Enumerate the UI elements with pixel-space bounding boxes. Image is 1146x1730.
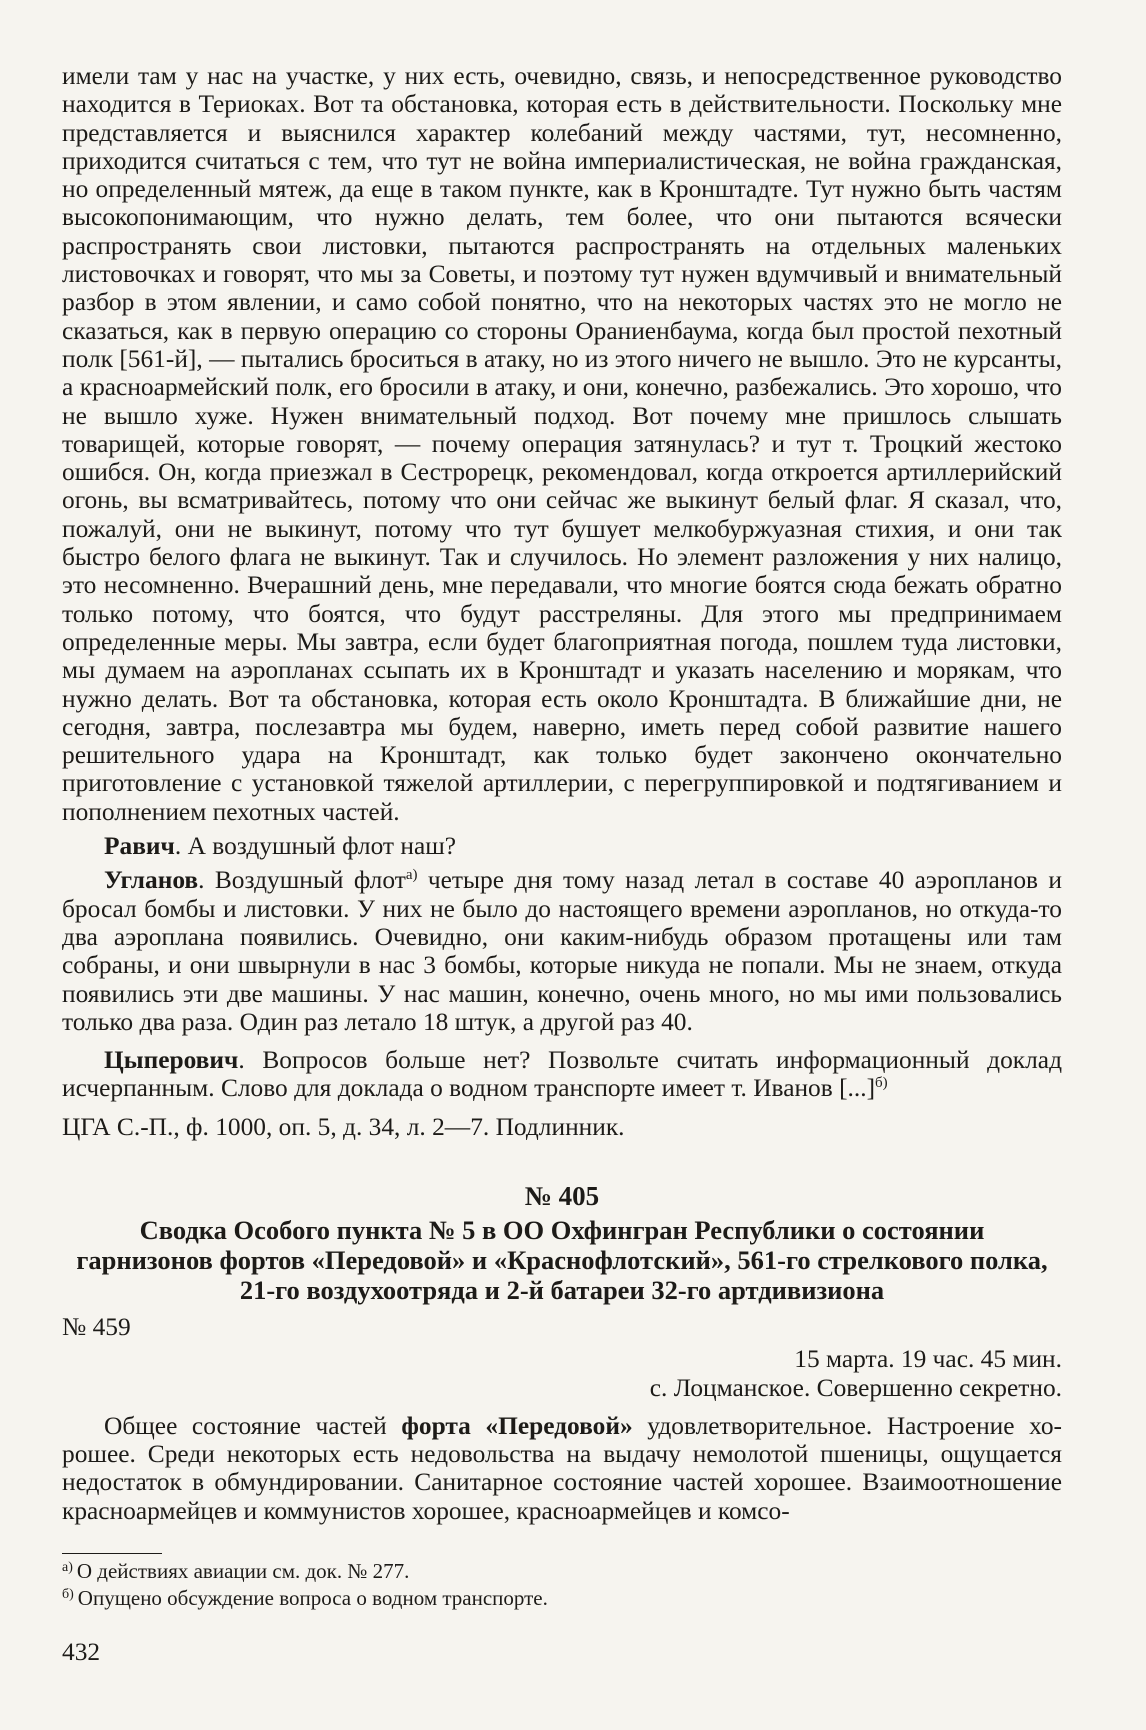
footnote-text: Опущено обсуждение вопроса о водном транспорте.: [77, 1586, 548, 1611]
footnote-divider: [62, 1553, 162, 1554]
document-title: Сводка Особого пункта № 5 в ОО Охфингран Республики о состоянии гарнизонов фортов «Передовой» и «Краснофлотский», 561-го стрелкового полка, 21-го воздухоотряда и 2-й батареи 32-го артдивизиона: [76, 1214, 1048, 1305]
remark-text: . Вопросов больше нет? Позвольте считать информационный доклад исчерпанным. Слово для доклада о водном транспорте имеет т. Иванов [...]: [62, 1046, 1062, 1103]
page-content: [62, 62, 1062, 1612]
speaker-name: Угланов: [104, 866, 199, 895]
footnote-b: [62, 1585, 1062, 1612]
page-number: 432: [62, 1638, 101, 1666]
registration-number: № 459: [62, 1312, 131, 1341]
remark-text: . А воздушный флот наш?: [174, 832, 457, 861]
document-datetime: 15 марта. 19 час. 45 мин.: [794, 1345, 1062, 1374]
footnote-ref: б): [875, 1075, 888, 1092]
footnote-text: О действиях авиации см. док. № 277.: [76, 1559, 410, 1584]
speaker-name: Цыперович: [104, 1046, 239, 1075]
footnote-ref: а): [405, 867, 418, 884]
report-text: Общее состояние частей: [104, 1411, 402, 1440]
speaker-name: Равич: [104, 832, 175, 861]
report-text: удовлетворительное. Настроение хорошее. Среди некоторых есть недовольства на выдачу немолотой пшеницы, ощущается недостаток в обмундировании. Санитарное состояние частей хорошее. Взаимоотношение красноармейцев и коммунистов хорошее, красноармейцев и комсо-: [62, 1411, 1062, 1525]
document-number: № 405: [524, 1180, 600, 1211]
report-paragraph: [62, 1412, 1062, 1525]
footnote-a: [62, 1558, 1062, 1585]
fort-name: форта «Передовой»: [401, 1411, 633, 1440]
document-place-secrecy: с. Лоцманское. Совершенно секретно.: [649, 1373, 1062, 1402]
footnote-mark: а): [62, 1560, 73, 1576]
speech-paragraph: имели там у нас на участке, у них есть, очевидно, связь, и непосредственное руководство находится в Териоках. Вот та обстановка, которая есть в действительности. Поскольку мне представляется и выяснился характер колебаний между частями, тут, несомненно, приходится считаться с тем, что тут не война империалистическая, не война гражданская, но определенный мятеж, да еще в таком пункте, как в Кронштадте. Тут нужно быть частям высокопонимающим, что нужно делать, тем более, что они пытаются всячески распространять свои листовки, пытаются распространять на отдельных маленьких листовочках и говорят, что мы за Советы, и поэтому тут нужен вдумчивый и внимательный разбор в этом явлении, и само собой понятно, что на некоторых частях это не могло не сказаться, как в первую операцию со стороны Ораниенбаума, когда был простой пехотный полк [561-й], — пытались броситься в атаку, но из этого ничего не вышло. Это не курсанты, а красноармейский полк, его бросили в атаку, и они, конечно, разбежались. Это хорошо, что не вышло хуже. Нужен внимательный подход. Вот почему мне пришлось слышать товарищей, которые говорят, — почему операция затянулась? и тут т. Троцкий жестоко ошибся. Он, когда приезжал в Сестрорецк, рекомендовал, когда откроется артиллерийский огонь, вы всматривайтесь, потому что они сейчас же выкинут белый флаг. Я сказал, что, пожалуй, они не выкинут, потому что тут бушует мелкобуржуазная стихия, и они так быстро белого флага не выкинут. Так и случилось. Но элемент разложения у них налицо, это несомненно. Вчерашний день, мне передавали, что многие боятся сюда бежать обратно только потому, что боятся, что будут расстреляны. Для этого мы предпринимаем определенные меры. Мы завтра, если будет благоприятная погода, пошлем туда листовки, мы думаем на аэропланах ссыпать их в Кронштадт и указать населению и морякам, что нужно делать. Вот та обстановка, которая есть около Кронштадта. В ближайшие дни, не сегодня, завтра, послезавтра мы будем, наверно, иметь перед собой развитие нашего решительного удара на Кронштадт, как только будет закончено окончательно приготовление с установкой тяжелой артиллерии, с перегруппировкой и подтягиванием и пополнением пехотных частей.: [62, 62, 1062, 826]
remark-uglanov: [62, 866, 1062, 1036]
remark-tsyperovich: [62, 1046, 1062, 1103]
archive-source: ЦГА С.-П., ф. 1000, оп. 5, д. 34, л. 2—7. Подлинник.: [62, 1112, 625, 1141]
remark-text: . Воздушный флот: [198, 866, 406, 895]
remark-text: четыре дня тому назад летал в составе 40 аэропланов и бросал бомбы и листовки. У них не было до настоящего времени аэропланов, но откуда-то два аэроплана появились. Очевидно, они каким-нибудь образом протащены или там собраны, и они швырнули в нас 3 бомбы, которые никуда не попали. Мы не знаем, откуда появились эти две машины. У нас машин, конечно, очень много, но мы ими пользовались только два раза. Один раз летало 18 штук, а другой раз 40.: [62, 866, 1062, 1036]
footnote-mark: б): [62, 1587, 74, 1603]
remark-ravich: [62, 832, 1062, 860]
